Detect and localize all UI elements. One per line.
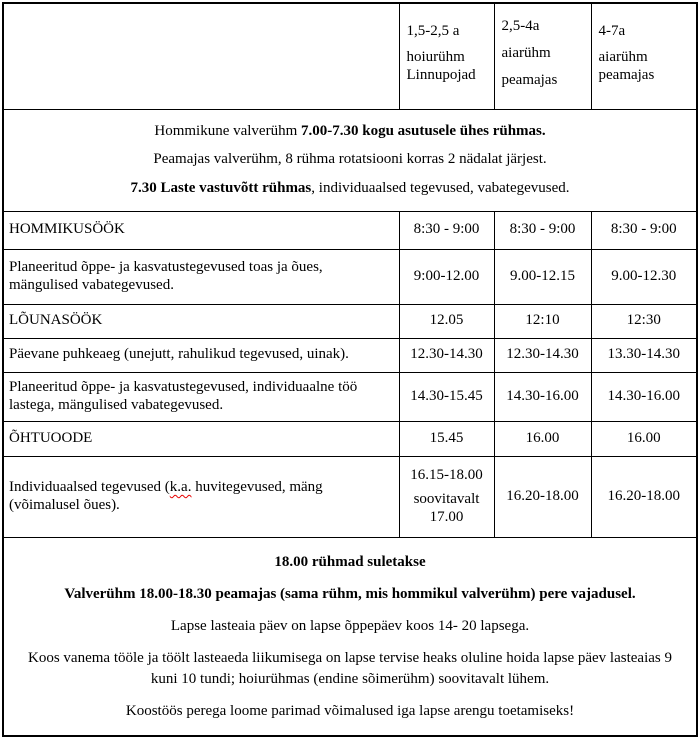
- text-segment: Hommikune valverühm: [154, 122, 301, 139]
- misspelled-word: k.a.: [169, 478, 192, 495]
- activity-label: ÕHTUOODE: [3, 421, 399, 456]
- time-cell: 13.30-14.30: [591, 338, 697, 372]
- info-line: [14, 584, 686, 604]
- schedule-row-evening-snack: [3, 421, 697, 456]
- daily-schedule-table: [2, 2, 698, 737]
- bold-text-segment: Valverühm 18.00-18.30 peamajas (sama rühm, mis hommikul valverühm) pere vajadusel.: [64, 585, 636, 602]
- time-cell: 16.20-18.00: [494, 456, 591, 537]
- group-name-label: hoiurühm Linnupojad: [406, 49, 476, 84]
- time-cell: 12.05: [399, 304, 494, 338]
- age-range-label: 2,5-4a: [501, 18, 540, 35]
- bold-text-segment: 7.30 Laste vastuvõtt rühmas: [130, 179, 312, 196]
- time-cell: 16.00: [591, 421, 697, 456]
- group-type-label: aiarühm: [501, 44, 551, 61]
- time-range: 16.15-18.00: [410, 466, 483, 483]
- schedule-row-breakfast: [3, 211, 697, 249]
- column-header-aiaryhm-2-5-4: [494, 3, 591, 109]
- schedule-row-morning-activities: [3, 249, 697, 304]
- text-segment: Koostöös perega loome parimad võimalused iga lapse arengu toetamiseks!: [125, 702, 575, 719]
- time-cell: 12.30-14.30: [399, 338, 494, 372]
- time-cell: 9:00-12.00: [399, 249, 494, 304]
- info-line: [12, 123, 688, 141]
- activity-label: [3, 456, 399, 537]
- schedule-row-evening-activities: [3, 456, 697, 537]
- column-header-hoiuryhm-linnupojad: [399, 3, 494, 109]
- time-cell: 14.30-16.00: [591, 372, 697, 421]
- age-range-label: 4-7a: [598, 22, 626, 39]
- activity-label: Planeeritud õppe- ja kasvatustegevused, individuaalne töö lastega, mängulised vabategevused.: [3, 372, 399, 421]
- activity-label: Päevane puhkeaeg (unejutt, rahulikud tegevused, uinak).: [3, 338, 399, 372]
- info-line: [14, 616, 686, 636]
- info-line: [12, 180, 688, 198]
- evening-info-section: [3, 537, 697, 736]
- schedule-row-rest-time: [3, 338, 697, 372]
- schedule-row-lunch: [3, 304, 697, 338]
- time-cell: 14.30-15.45: [399, 372, 494, 421]
- info-line: [14, 701, 686, 721]
- time-cell: 16.20-18.00: [591, 456, 697, 537]
- morning-info-row: [3, 109, 697, 211]
- time-cell: [399, 456, 494, 537]
- info-line: [12, 151, 688, 169]
- evening-info-row: [3, 537, 697, 736]
- time-cell: 12:30: [591, 304, 697, 338]
- group-location-label: peamajas: [501, 71, 558, 88]
- info-line: [14, 552, 686, 572]
- text-segment: Individuaalsed tegevused (: [9, 478, 170, 495]
- time-cell: 16.00: [494, 421, 591, 456]
- time-cell: 8:30 - 9:00: [494, 211, 591, 249]
- corner-empty-cell: [3, 3, 399, 109]
- text-segment: huvitegevused, mäng (võimalusel õues).: [9, 478, 323, 513]
- time-cell: 12.30-14.30: [494, 338, 591, 372]
- text-segment: Peamajas valverühm, 8 rühma rotatsiooni korras 2 nädalat järjest.: [153, 151, 547, 168]
- info-line: [14, 648, 686, 689]
- activity-label: LÕUNASÖÖK: [3, 304, 399, 338]
- time-cell: 8:30 - 9:00: [591, 211, 697, 249]
- time-cell: 8:30 - 9:00: [399, 211, 494, 249]
- text-segment: Koos vanema tööle ja töölt lasteaeda liikumisega on lapse tervise heaks oluline hoida lapse päev lasteaias 9 kuni 10 tundi; hoiurühmas (endine sõimerühm) soovitavalt lühem.: [28, 650, 672, 687]
- morning-info-section: [3, 109, 697, 211]
- header-row: [3, 3, 697, 109]
- age-range-label: 1,5-2,5 a: [406, 22, 460, 39]
- time-cell: 9.00-12.30: [591, 249, 697, 304]
- time-cell: 9.00-12.15: [494, 249, 591, 304]
- bold-text-segment: 7.00-7.30 kogu asutusele ühes rühmas.: [301, 122, 546, 139]
- text-segment: Lapse lasteaia päev on lapse õppepäev koos 14- 20 lapsega.: [170, 618, 530, 635]
- time-cell: 14.30-16.00: [494, 372, 591, 421]
- bold-text-segment: 18.00 rühmad suletakse: [274, 553, 426, 570]
- time-recommendation: soovitavalt 17.00: [413, 491, 480, 525]
- schedule-row-afternoon-activities: [3, 372, 697, 421]
- activity-label: HOMMIKUSÖÖK: [3, 211, 399, 249]
- text-segment: , individuaalsed tegevused, vabategevused.: [311, 179, 570, 196]
- column-header-aiaryhm-4-7: [591, 3, 697, 109]
- activity-label: Planeeritud õppe- ja kasvatustegevused toas ja õues, mängulised vabategevused.: [3, 249, 399, 304]
- time-cell: 12:10: [494, 304, 591, 338]
- group-type-label: aiarühm peamajas: [598, 49, 655, 84]
- time-cell: 15.45: [399, 421, 494, 456]
